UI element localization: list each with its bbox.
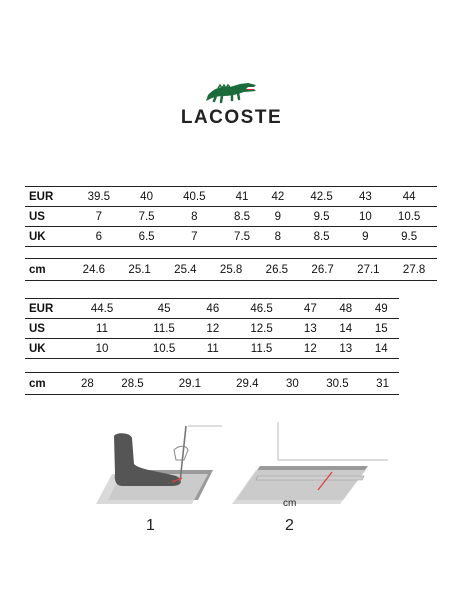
table-row-uk [25, 339, 399, 359]
measuring-illustration [88, 420, 388, 520]
table-cell: 40.5 [166, 187, 222, 207]
table-cell: 46.5 [231, 299, 293, 319]
row-label: US [25, 207, 71, 227]
table-cell: 14 [328, 319, 363, 339]
table-cell: 7 [166, 227, 222, 247]
table-cell: 12.5 [231, 319, 293, 339]
size-table-2 [25, 298, 399, 359]
table-cell: 40 [127, 187, 167, 207]
table-cell: 10.5 [133, 339, 195, 359]
step-2-label: 2 [285, 517, 294, 534]
table-cell: 25.1 [117, 259, 163, 281]
table-cell: 43 [349, 187, 381, 207]
ruler-measure-step-2-icon [232, 422, 388, 504]
table-cell: 10 [71, 339, 133, 359]
table-cell: 39.5 [71, 187, 127, 207]
table-cell: 9.5 [294, 207, 350, 227]
table-cell: 24.6 [71, 259, 117, 281]
table-cell: 8.5 [294, 227, 350, 247]
table-row-eur [25, 299, 399, 319]
table-cell: 8 [166, 207, 222, 227]
ruler-unit-label: cm [283, 498, 297, 509]
table-cell: 8 [262, 227, 294, 247]
table-row-cm [25, 373, 399, 395]
table-cell: 11.5 [133, 319, 195, 339]
table-cell: 6 [71, 227, 127, 247]
table-cell: 41 [222, 187, 262, 207]
table-row-cm [25, 259, 437, 281]
table-cell: 7.5 [222, 227, 262, 247]
table-cell: 9.5 [381, 227, 437, 247]
table-row-uk [25, 227, 437, 247]
table-cell: 11 [195, 339, 230, 359]
table-cell: 29.1 [161, 373, 218, 395]
row-label: EUR [25, 299, 71, 319]
table-cell: 42 [262, 187, 294, 207]
row-label: UK [25, 339, 71, 359]
table-cell: 8.5 [222, 207, 262, 227]
row-label: cm [25, 373, 71, 395]
step-1-label: 1 [146, 517, 155, 534]
table-cell: 13 [293, 319, 328, 339]
table-cell: 12 [293, 339, 328, 359]
table-cell: 12 [195, 319, 230, 339]
cm-table-1 [25, 258, 437, 281]
table-cell: 25.4 [163, 259, 209, 281]
table-cell: 44 [381, 187, 437, 207]
brand-logo [0, 78, 463, 129]
brand-name: LACOSTE [180, 107, 283, 128]
table-cell: 31 [366, 373, 399, 395]
table-cell: 10 [349, 207, 381, 227]
table-row-eur [25, 187, 437, 207]
table-cell: 25.8 [208, 259, 254, 281]
cm-table-2 [25, 372, 399, 395]
table-cell: 48 [328, 299, 363, 319]
row-label: EUR [25, 187, 71, 207]
table-cell: 15 [364, 319, 400, 339]
table-cell: 28 [71, 373, 104, 395]
table-cell: 45 [133, 299, 195, 319]
foot-measure-step-1-icon [96, 426, 222, 504]
row-label: cm [25, 259, 71, 281]
table-cell: 26.7 [300, 259, 346, 281]
table-cell: 10.5 [381, 207, 437, 227]
table-cell: 49 [364, 299, 400, 319]
table-row-us [25, 207, 437, 227]
table-cell: 9 [262, 207, 294, 227]
table-cell: 30 [276, 373, 309, 395]
table-cell: 11 [71, 319, 133, 339]
row-label: UK [25, 227, 71, 247]
table-cell: 26.5 [254, 259, 300, 281]
table-cell: 11.5 [231, 339, 293, 359]
table-row-us [25, 319, 399, 339]
table-cell: 44.5 [71, 299, 133, 319]
table-cell: 42.5 [294, 187, 350, 207]
table-cell: 28.5 [104, 373, 161, 395]
table-cell: 27.1 [346, 259, 392, 281]
table-cell: 47 [293, 299, 328, 319]
table-cell: 7.5 [127, 207, 167, 227]
row-label: US [25, 319, 71, 339]
table-cell: 14 [364, 339, 400, 359]
crocodile-logo-icon [204, 78, 260, 104]
table-cell: 27.8 [391, 259, 437, 281]
size-table-1 [25, 186, 437, 247]
table-cell: 30.5 [309, 373, 366, 395]
table-cell: 6.5 [127, 227, 167, 247]
table-cell: 7 [71, 207, 127, 227]
table-cell: 29.4 [219, 373, 276, 395]
table-cell: 9 [349, 227, 381, 247]
table-cell: 13 [328, 339, 363, 359]
table-cell: 46 [195, 299, 230, 319]
